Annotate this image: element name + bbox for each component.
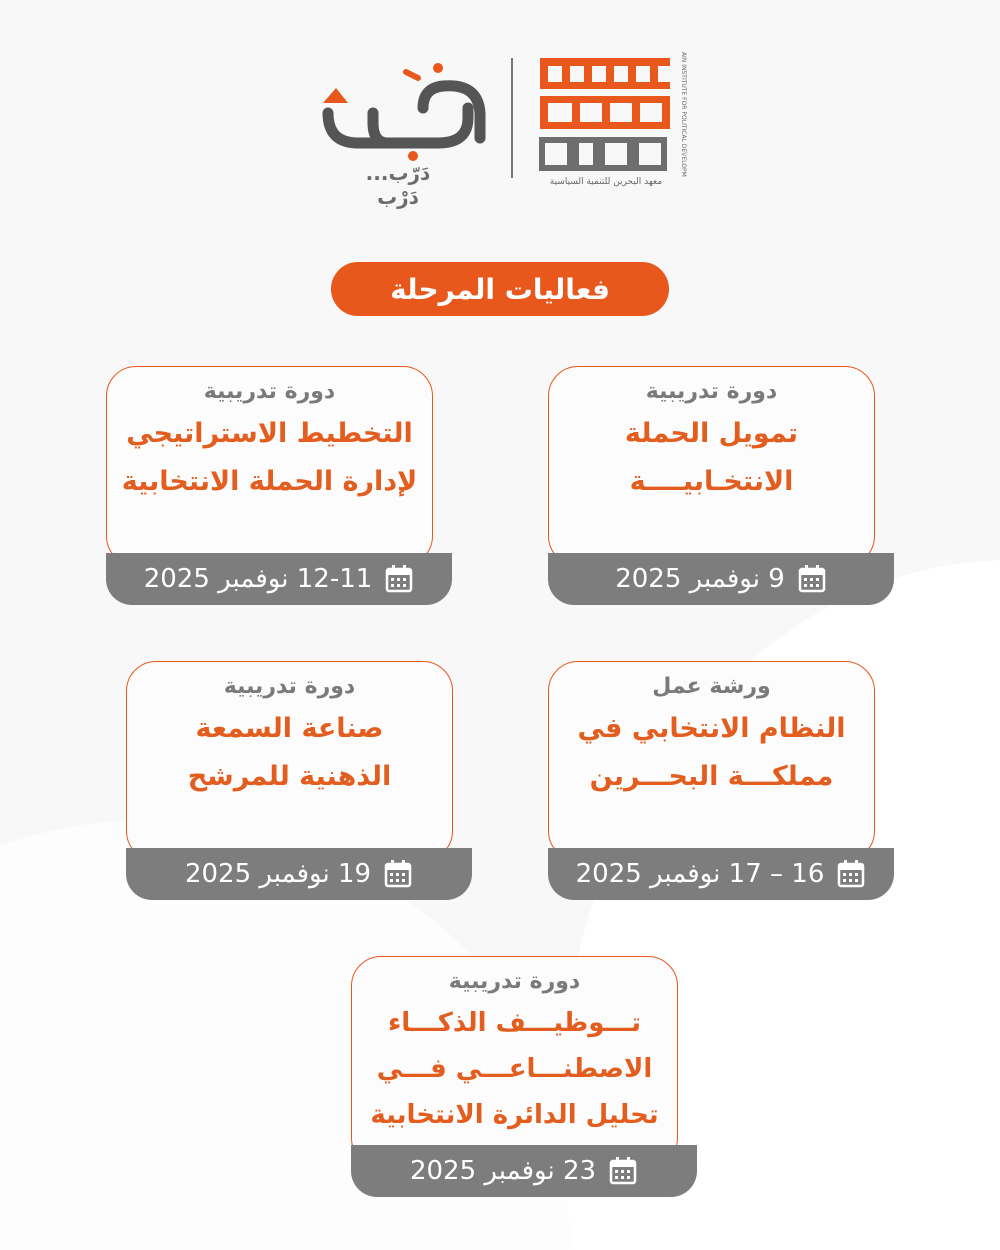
event-date-bar	[126, 848, 472, 900]
event-title-line: النظام الانتخابي في	[577, 713, 846, 744]
event-date-bar	[548, 848, 894, 900]
darb-logo-subtitle: دَرّب... دَرْب	[365, 161, 431, 209]
event-date: 9 نوفمبر 2025	[615, 564, 785, 594]
calendar-icon	[383, 859, 413, 889]
event-card	[351, 956, 678, 1168]
event-card	[548, 366, 875, 566]
event-title-line: الاصطنـــاعـــي فـــي	[376, 1054, 653, 1084]
event-date: 12-11 نوفمبر 2025	[143, 564, 373, 594]
logo-divider	[511, 58, 513, 178]
event-title-line: لإدارة الحملة الانتخابية	[121, 466, 418, 497]
event-card	[106, 366, 433, 566]
event-title-line: تـــوظيـــف الذكـــاء	[387, 1008, 642, 1038]
calendar-icon	[608, 1156, 638, 1186]
event-title	[107, 410, 432, 506]
darb-logo-mark	[318, 58, 493, 163]
event-kind: ورشة عمل	[652, 674, 771, 699]
event-title-line: التخطيط الاستراتيجي	[126, 418, 413, 449]
event-title-line: تمويل الحملة	[624, 418, 799, 449]
event-title	[352, 1000, 677, 1138]
bipd-caption: معهد البحرين للتنمية السياسية	[549, 177, 663, 187]
event-date-bar	[106, 553, 452, 605]
event-kind: دورة تدريبية	[223, 674, 356, 699]
event-card	[548, 661, 875, 861]
calendar-icon	[797, 564, 827, 594]
bipd-logo-mark	[532, 52, 692, 177]
event-title-line: مملكـــة البحـــرين	[589, 761, 834, 792]
event-date-bar	[351, 1145, 697, 1197]
event-title-line: صناعة السمعة	[195, 713, 384, 744]
event-title	[127, 705, 452, 801]
event-kind: دورة تدريبية	[645, 379, 778, 404]
bipd-side-text: BAHRAIN INSTITUTE FOR POLITICAL DEVELOPMENT	[680, 52, 687, 177]
calendar-icon	[836, 859, 866, 889]
calendar-icon	[384, 564, 414, 594]
event-title	[549, 410, 874, 506]
page-title: فعاليات المرحلة	[331, 262, 669, 316]
event-card	[126, 661, 453, 861]
event-kind: دورة تدريبية	[203, 379, 336, 404]
event-date: 16 – 17 نوفمبر 2025	[575, 859, 825, 889]
event-title-line: الانتخـابيــــة	[629, 466, 794, 497]
event-date: 19 نوفمبر 2025	[184, 859, 372, 889]
event-title-line: تحليل الدائرة الانتخابية	[370, 1100, 659, 1130]
darb-logo	[318, 58, 493, 209]
event-title-line: الذهنية للمرشح	[187, 761, 392, 792]
event-date: 23 نوفمبر 2025	[409, 1156, 597, 1186]
bipd-logo	[532, 52, 692, 197]
event-date-bar	[548, 553, 894, 605]
event-title	[549, 705, 874, 801]
event-kind: دورة تدريبية	[448, 969, 581, 994]
